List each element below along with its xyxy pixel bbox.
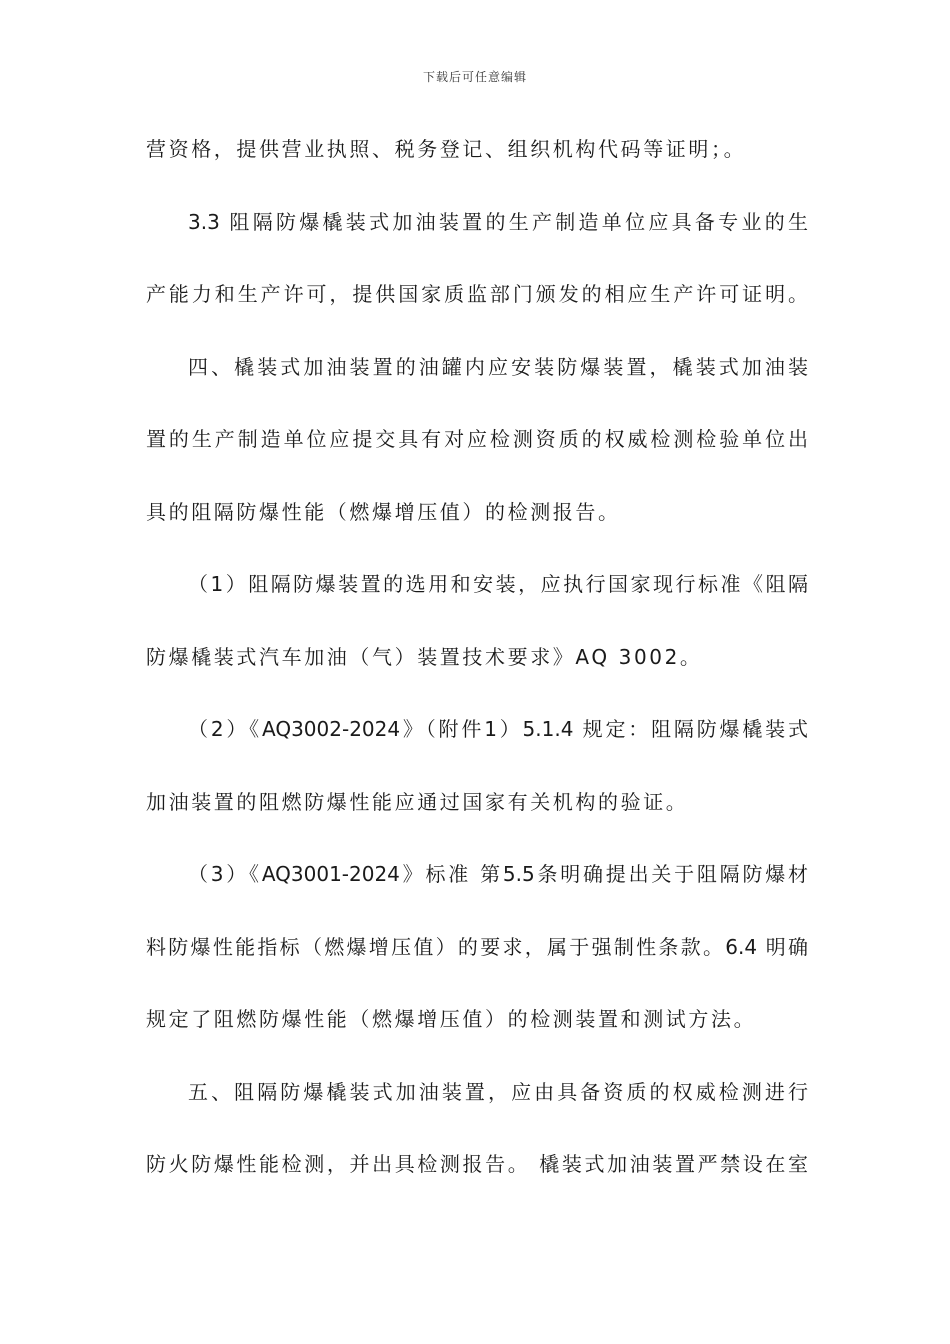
text-line-15: 防火防爆性能检测，并出具检测报告。 橇装式加油装置严禁设在室 [146,1152,808,1176]
page-header-note: 下载后可任意编辑 [422,70,527,84]
text-line-1: 营资格，提供营业执照、税务登记、组织机构代码等证明；。 [146,137,747,161]
text-line-3: 产能力和生产许可，提供国家质监部门颁发的相应生产许可证明。 [146,282,808,306]
text-line-14: 五、阻隔防爆橇装式加油装置，应由具备资质的权威检测进行 [188,1079,808,1104]
document-body [146,124,808,1212]
text-line-10: 加油装置的阻燃防爆性能应通过国家有关机构的验证。 [146,789,689,814]
text-line-2: 3.3 阻隔防爆橇装式加油装置的生产制造单位应具备专业的生 [188,209,808,234]
text-line-6: 具的阻隔防爆性能（燃爆增压值）的检测报告。 [146,499,621,524]
text-line-9: （2）《AQ3002-2024》（附件1）5.1.4 规定：阻隔防爆橇装式 [188,717,808,741]
text-line-5: 置的生产制造单位应提交具有对应检测资质的权威检测检验单位出 [146,427,808,451]
text-line-12: 料防爆性能指标（燃爆增压值）的要求，属于强制性条款。6.4 明确 [146,934,808,959]
text-line-13: 规定了阻燃防爆性能（燃爆增压值）的检测装置和测试方法。 [146,1007,757,1031]
text-line-7: （1）阻隔防爆装置的选用和安装，应执行国家现行标准《阻隔 [188,572,808,596]
text-line-4: 四、橇装式加油装置的油罐内应安装防爆装置，橇装式加油装 [188,354,808,379]
text-line-11: （3）《AQ3001-2024》标准 第5.5条明确提出关于阻隔防爆材 [188,862,808,886]
text-line-8: 防爆橇装式汽车加油（气）装置技术要求》AQ 3002。 [146,644,703,669]
